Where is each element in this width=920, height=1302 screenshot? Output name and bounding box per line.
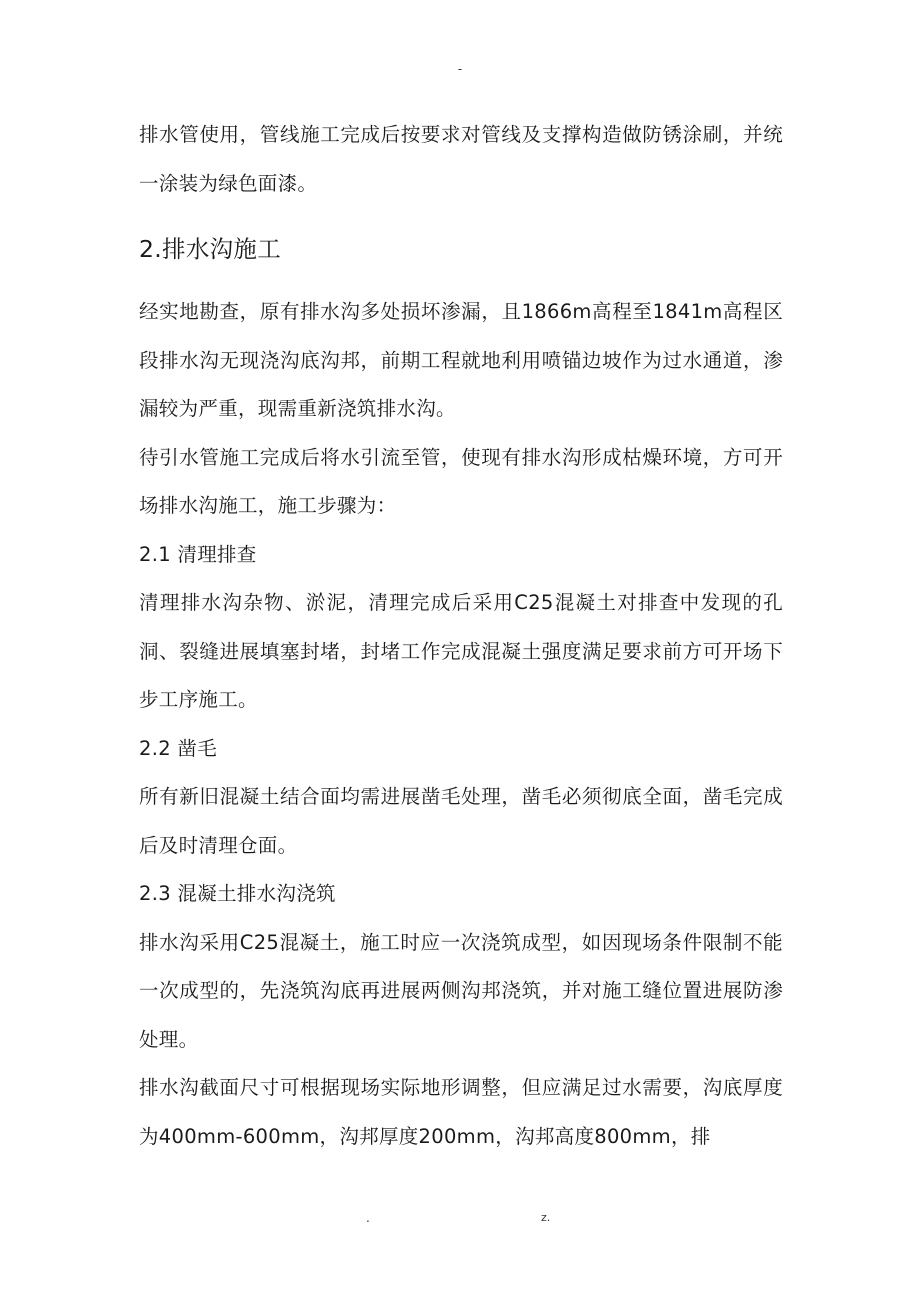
paragraph-section-dimensions: 排水沟截面尺寸可根据现场实际地形调整，但应满足过水需要，沟底厚度为400mm-600mm，沟邦厚度200mm，沟邦高度800mm，排 (139, 1076, 783, 1148)
subheading-chiseling: 2.2 凿毛 (139, 736, 218, 760)
paragraph-pipe-coating: 排水管使用，管线施工完成后按要求对管线及支撑构造做防锈涂刷，并统一涂装为绿色面漆。 (139, 123, 783, 195)
page-footer-left-mark: . (366, 1211, 370, 1225)
page-footer-right-mark: z. (541, 1211, 551, 1224)
section-heading-drainage-ditch: 2.排水沟施工 (139, 235, 282, 263)
paragraph-site-survey: 经实地勘查，原有排水沟多处损坏渗漏，且1866m高程至1841m高程区段排水沟无现浇沟底沟邦，前期工程就地利用喷锚边坡作为过水通道，渗漏较为严重，现需重新浇筑排水沟。 (139, 300, 783, 420)
paragraph-construction-steps: 待引水管施工完成后将水引流至管，使现有排水沟形成枯燥环境，方可开场排水沟施工，施工步骤为： (139, 445, 783, 517)
page-header-mark: - (457, 62, 463, 76)
paragraph-cleanup: 清理排水沟杂物、淤泥，清理完成后采用C25混凝土对排查中发现的孔洞、裂缝进展填塞封堵，封堵工作完成混凝土强度满足要求前方可开场下步工序施工。 (139, 591, 783, 711)
subheading-cleanup: 2.1 清理排查 (139, 542, 257, 566)
paragraph-concrete-pouring: 排水沟采用C25混凝土，施工时应一次浇筑成型，如因现场条件限制不能一次成型的，先浇筑沟底再进展两侧沟邦浇筑，并对施工缝位置进展防渗处理。 (139, 930, 783, 1051)
subheading-concrete-pouring: 2.3 混凝土排水沟浇筑 (139, 882, 336, 905)
document-body (139, 111, 783, 1161)
paragraph-chiseling: 所有新旧混凝土结合面均需进展凿毛处理，凿毛必须彻底全面，凿毛完成后及时清理仓面。 (139, 785, 783, 857)
